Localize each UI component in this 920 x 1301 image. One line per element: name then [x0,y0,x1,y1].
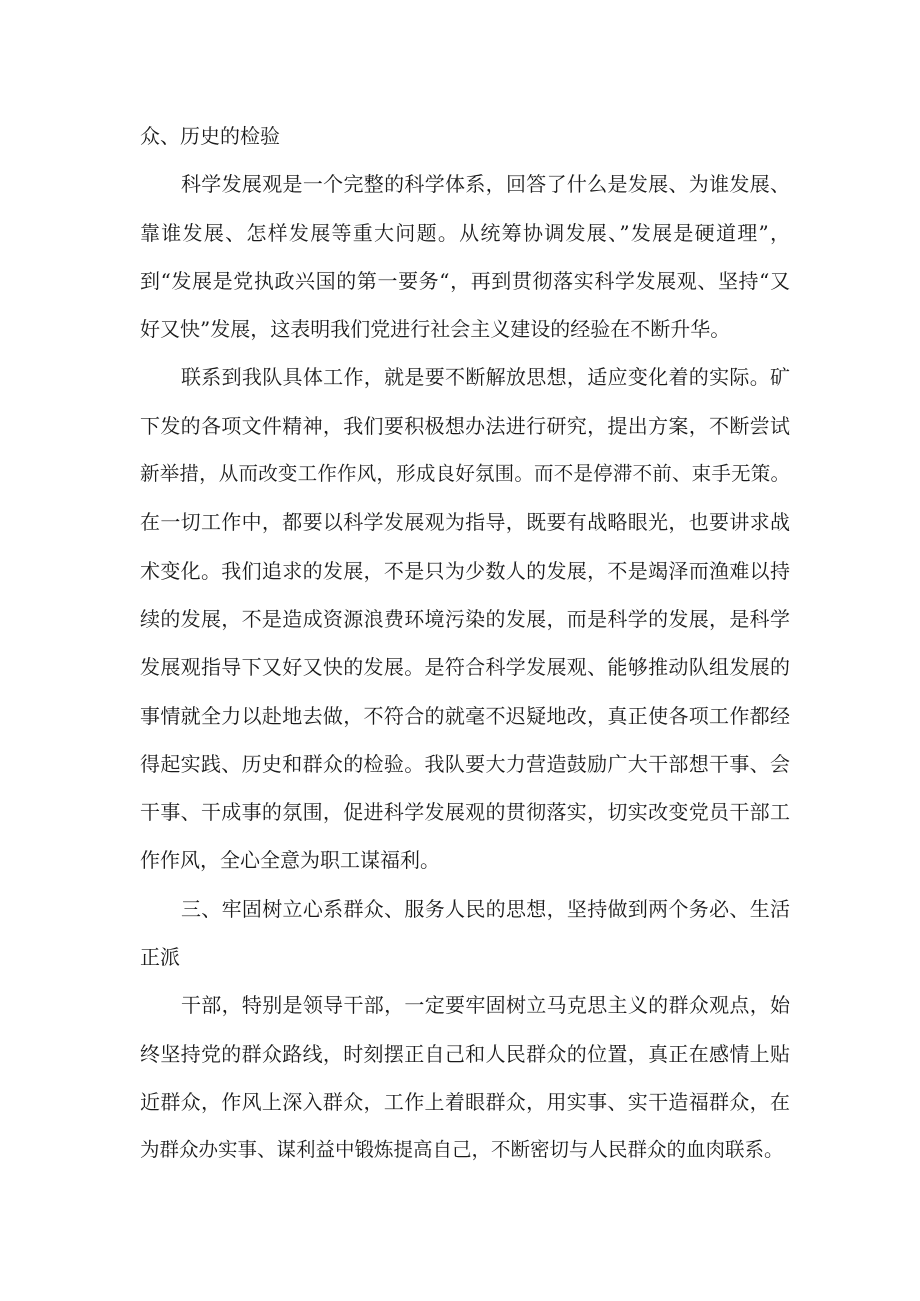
paragraph-line: 在一切工作中，都要以科学发展观为指导，既要有战略眼光，也要讲求战 [140,510,790,535]
paragraph-line: 干事、干成事的氛围，促进科学发展观的贯彻落实，切实改变党员干部工 [140,800,790,825]
paragraph-line: 众、历史的检验 [140,124,280,148]
paragraph-line: 续的发展，不是造成资源浪费环境污染的发展，而是科学的发展，是科学 [140,606,790,631]
paragraph-line: 为群众办实事、谋利益中锻炼提高自己，不断密切与人民群众的血肉联系。 [140,1138,784,1162]
paragraph-line: 事情就全力以赴地去做，不符合的就毫不迟疑地改，真正使各项工作都经 [140,703,790,728]
paragraph-line: 干部，特别是领导干部，一定要牢固树立马克思主义的群众观点，始 [181,993,790,1018]
paragraph-line: 科学发展观是一个完整的科学体系，回答了什么是发展、为谁发展、 [181,172,790,197]
paragraph-line: 联系到我队具体工作，就是要不断解放思想，适应变化着的实际。矿 [181,365,790,390]
paragraph-line: 得起实践、历史和群众的检验。我队要大力营造鼓励广大干部想干事、会 [140,751,790,776]
paragraph-line: 近群众，作风上深入群众，工作上着眼群众，用实事、实干造福群众，在 [140,1089,790,1114]
paragraph-line: 作作风，全心全意为职工谋福利。 [140,848,440,873]
document-body [140,112,790,1175]
section-heading-line: 正派 [140,945,180,970]
section-heading-line: 三、牢固树立心系群众、服务人民的思想，坚持做到两个务必、生活 [181,896,790,921]
paragraph-line: 靠谁发展、怎样发展等重大问题。从统筹协调发展、”发展是硬道理”， [140,220,790,245]
paragraph-line: 发展观指导下又好又快的发展。是符合科学发展观、能够推动队组发展的 [140,655,790,680]
paragraph-line: 新举措，从而改变工作作风，形成良好氛围。而不是停滞不前、束手无策。 [140,462,790,486]
paragraph-line: 术变化。我们追求的发展，不是只为少数人的发展，不是竭泽而渔难以持 [140,558,790,583]
paragraph-line: 好又快”发展，这表明我们党进行社会主义建设的经验在不断升华。 [140,317,731,342]
paragraph-line: 到“发展是党执政兴国的第一要务“，再到贯彻落实科学发展观、坚持“又 [140,268,790,293]
paragraph-line: 下发的各项文件精神，我们要积极想办法进行研究，提出方案，不断尝试 [140,413,790,438]
paragraph-line: 终坚持党的群众路线，时刻摆正自己和人民群众的位置，真正在感情上贴 [140,1041,790,1066]
